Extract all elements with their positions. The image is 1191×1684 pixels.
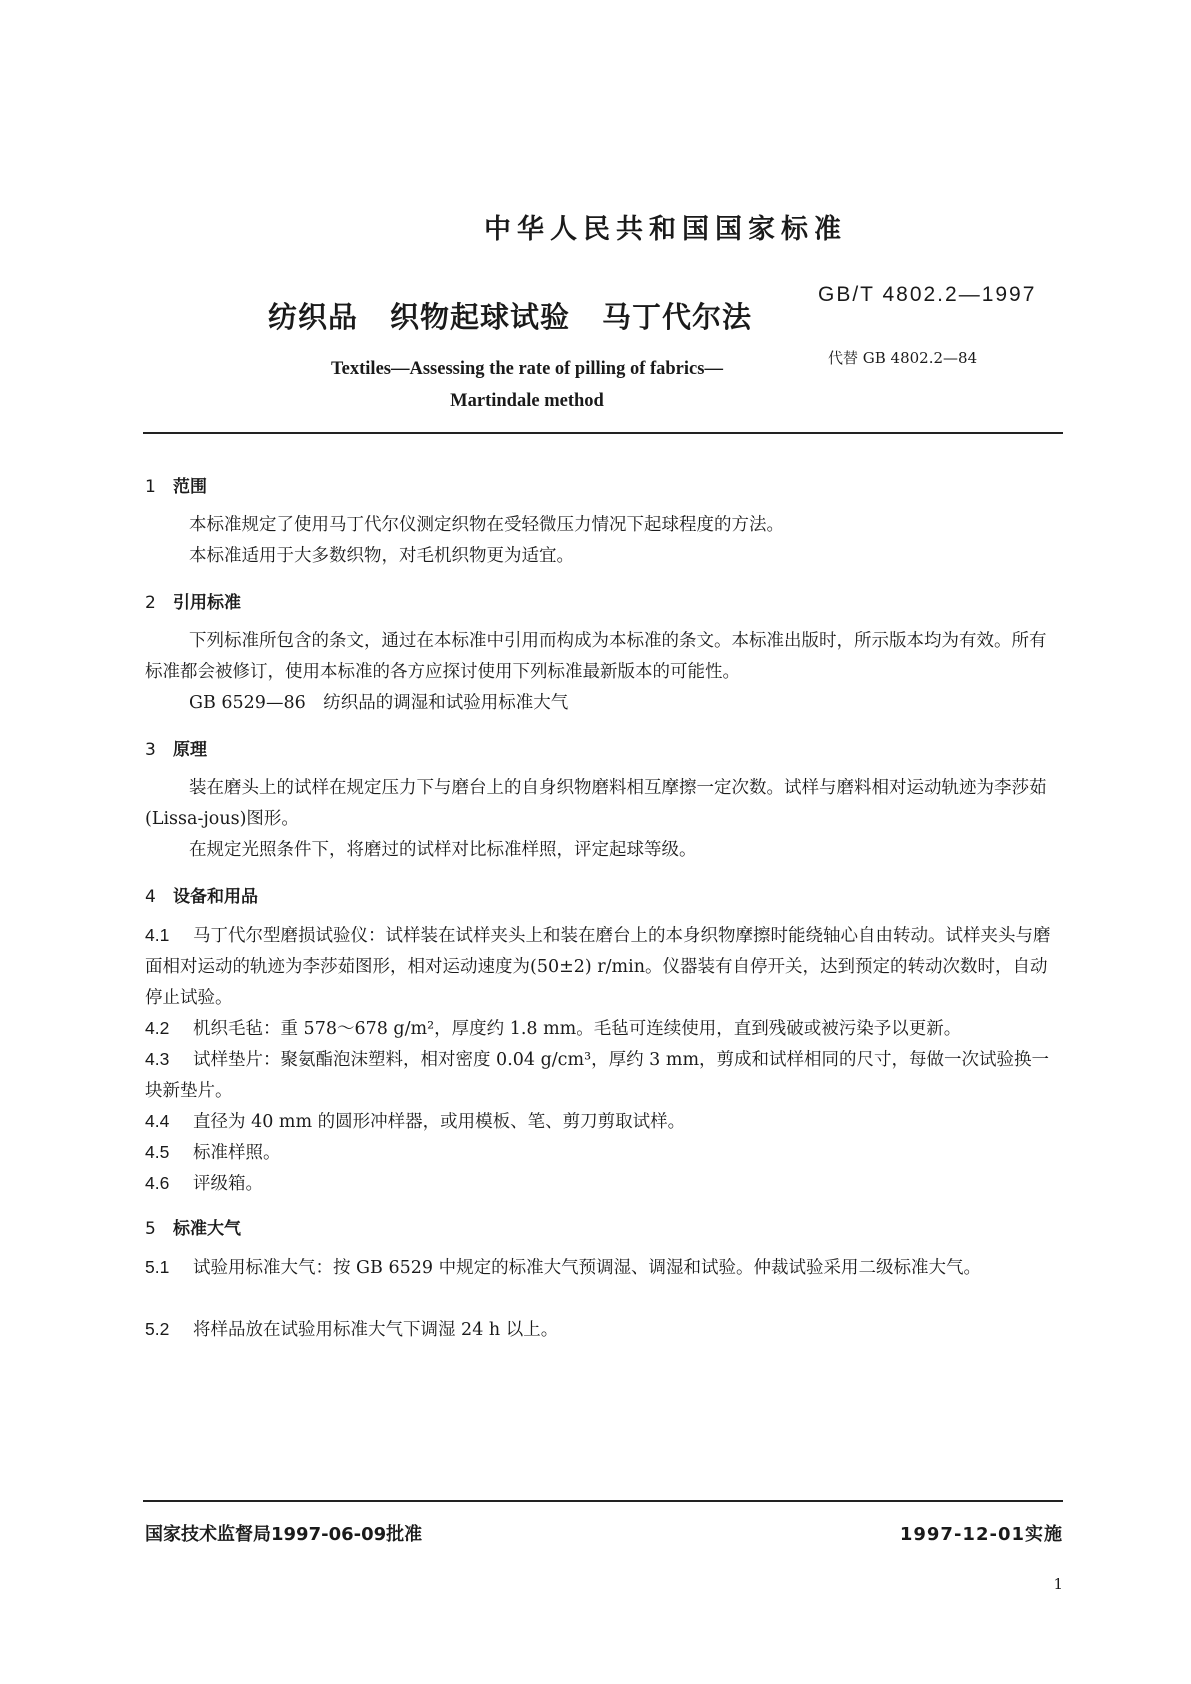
item-number: 4.5 (145, 1142, 170, 1162)
section-number: 3 (145, 740, 156, 760)
section-number: 1 (145, 477, 156, 497)
item-number: 5.2 (145, 1319, 170, 1339)
standard-number: GB/T 4802.2—1997 (818, 283, 1037, 306)
paragraph: 下列标准所包含的条文，通过在本标准中引用而构成为本标准的条文。本标准出版时，所示版本均为有效。所有标准都会被修订，使用本标准的各方应探讨使用下列标准最新版本的可能性。 (145, 631, 1047, 682)
item-number: 4.2 (145, 1018, 170, 1038)
section-2-heading (145, 588, 241, 613)
page-number: 1 (1053, 1575, 1063, 1593)
item-number: 4.6 (145, 1173, 170, 1193)
section-number: 4 (145, 887, 156, 907)
section-title: 设备和用品 (173, 887, 258, 907)
national-standard-heading: 中华人民共和国国家标准 (484, 214, 847, 245)
item-text: 直径为 40 mm 的圆形冲样器，或用模板、笔、剪刀剪取试样。 (193, 1112, 686, 1132)
list-item (145, 1044, 1063, 1107)
item-number: 4.3 (145, 1049, 170, 1069)
title-english: Textiles—Assessing the rate of pilling of fabrics—Martindale method (331, 359, 723, 411)
header-divider (143, 432, 1063, 434)
title-part-3: 马丁代尔法 (602, 300, 753, 334)
item-text: 马丁代尔型磨损试验仪：试样装在试样夹头上和装在磨台上的本身织物摩擦时能绕轴心自由转动。试样夹头与磨面相对运动的轨迹为李莎茹图形，相对运动速度为(50±2) r/min。仪器装有自停开关，达到预定的转动次数时，自动停止试验。 (145, 926, 1051, 1008)
paragraph: 本标准规定了使用马丁代尔仪测定织物在受轻微压力情况下起球程度的方法。 (189, 515, 784, 535)
item-text: 将样品放在试验用标准大气下调湿 24 h 以上。 (193, 1320, 559, 1340)
list-item (145, 920, 1063, 1014)
paragraph: 本标准适用于大多数织物，对毛机织物更为适宜。 (189, 546, 574, 566)
item-number: 5.1 (145, 1257, 170, 1277)
list-item (145, 1168, 1063, 1200)
section-number: 2 (145, 593, 156, 613)
section-title: 引用标准 (173, 593, 241, 613)
section-title: 原理 (173, 740, 207, 760)
approval-date: 国家技术监督局1997-06-09批准 (145, 1524, 423, 1545)
section-1-heading (145, 472, 207, 497)
title-part-1: 纺织品 (268, 300, 359, 334)
item-text: 评级箱。 (193, 1174, 263, 1194)
section-title: 范围 (173, 477, 207, 497)
item-text: 试样垫片：聚氨酯泡沫塑料，相对密度 0.04 g/cm³，厚约 3 mm，剪成和试样相同的尺寸，每做一次试验换一块新垫片。 (145, 1050, 1050, 1101)
title-part-2: 织物起球试验 (390, 300, 571, 334)
footer-divider (143, 1500, 1063, 1502)
section-number: 5 (145, 1219, 156, 1239)
section-3-heading (145, 735, 207, 760)
section-4-heading (145, 882, 258, 907)
list-item (145, 1013, 1063, 1045)
paragraph: 装在磨头上的试样在规定压力下与磨台上的自身织物磨料相互摩擦一定次数。试样与磨料相对运动轨迹为李莎茹(Lissa-jous)图形。 (145, 778, 1047, 829)
item-text: 标准样照。 (193, 1143, 281, 1163)
reference-standard: GB 6529—86 纺织品的调湿和试验用标准大气 (189, 693, 569, 713)
item-number: 4.4 (145, 1111, 170, 1131)
section-5-heading (145, 1214, 241, 1239)
item-text: 机织毛毡：重 578～678 g/m²，厚度约 1.8 mm。毛毡可连续使用，直到残破或被污染予以更新。 (193, 1019, 962, 1039)
title-chinese (268, 295, 784, 336)
paragraph: 在规定光照条件下，将磨过的试样对比标准样照，评定起球等级。 (189, 840, 697, 860)
item-text: 试验用标准大气：按 GB 6529 中规定的标准大气预调湿、调湿和试验。仲裁试验采用二级标准大气。 (193, 1258, 982, 1278)
section-title: 标准大气 (173, 1219, 241, 1239)
list-item (145, 1252, 1063, 1284)
replaces-standard: 代替 GB 4802.2—84 (828, 349, 978, 367)
list-item (145, 1137, 1063, 1169)
list-item (145, 1106, 1063, 1138)
item-number: 4.1 (145, 925, 170, 945)
list-item (145, 1314, 1063, 1346)
effective-date: 1997-12-01实施 (899, 1524, 1063, 1545)
